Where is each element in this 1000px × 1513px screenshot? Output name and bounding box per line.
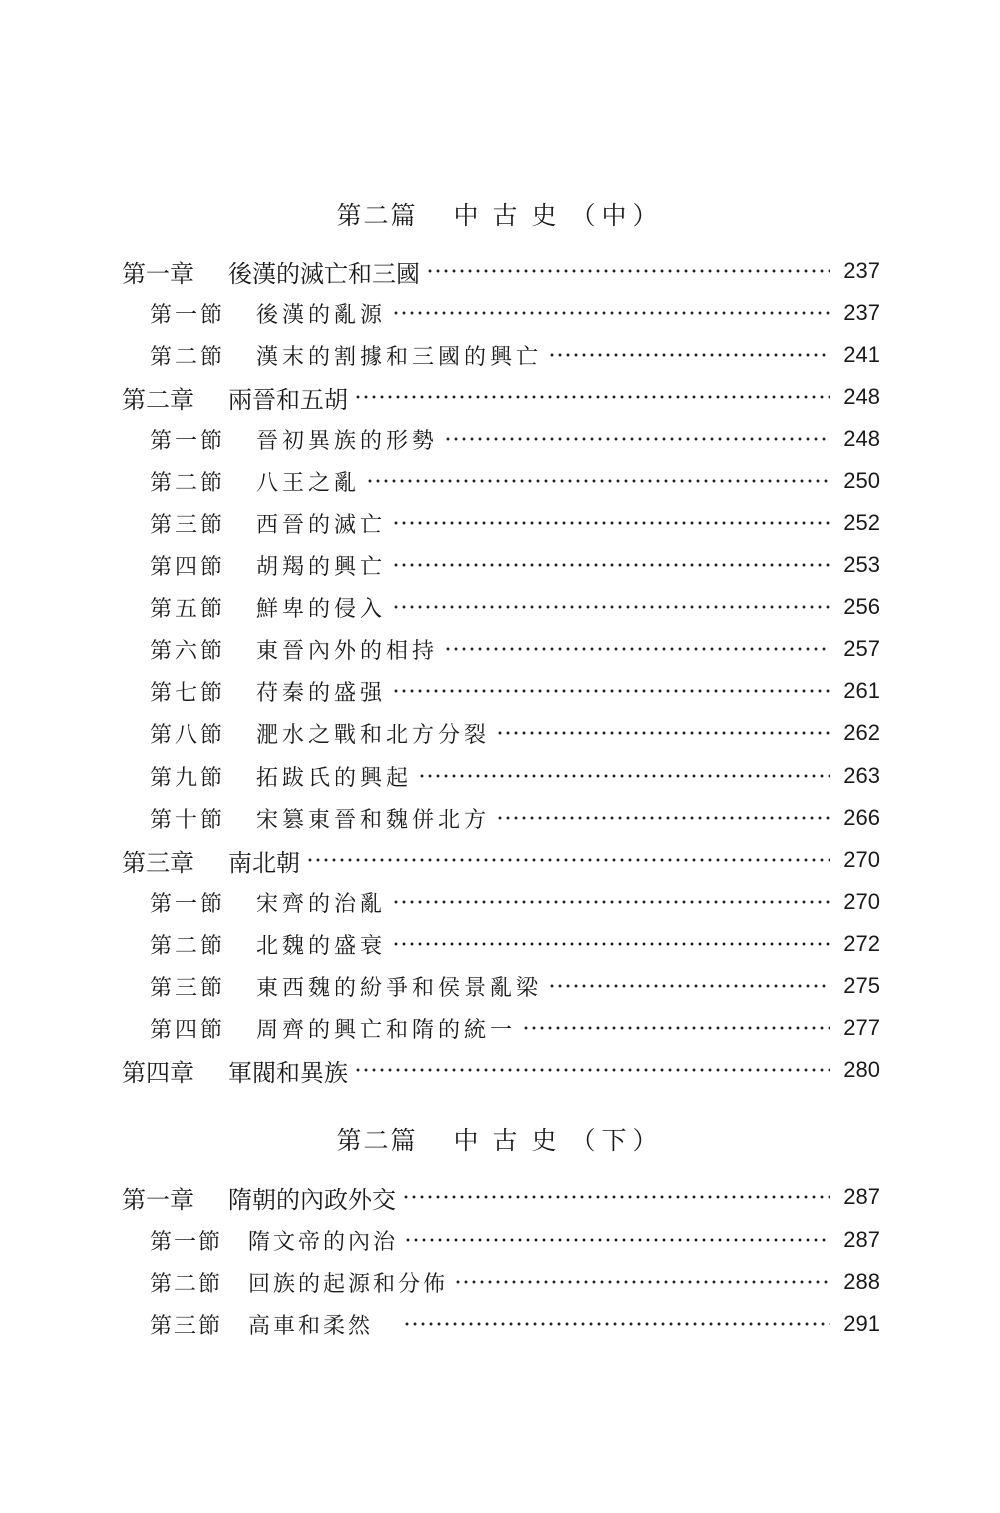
section-title: 漢末的割據和三國的興亡 bbox=[256, 344, 543, 370]
page-number: 287 bbox=[843, 1184, 880, 1209]
page-number: 280 bbox=[843, 1057, 880, 1082]
page-number: 275 bbox=[843, 973, 880, 998]
toc-chapter-entry[interactable] bbox=[122, 251, 880, 291]
section-title: 西晉的滅亡 bbox=[256, 512, 387, 538]
toc-chapter-entry[interactable] bbox=[122, 1177, 880, 1217]
page-number: 252 bbox=[843, 510, 880, 535]
page-number: 270 bbox=[843, 847, 880, 872]
toc-section-entry[interactable] bbox=[122, 882, 880, 922]
section-label: 第三節 bbox=[150, 1313, 223, 1339]
toc-section-entry[interactable] bbox=[122, 587, 880, 627]
page-number: 248 bbox=[843, 426, 880, 451]
leader-dots bbox=[496, 731, 830, 735]
page-number: 257 bbox=[843, 636, 880, 661]
section-title: 東西魏的紛爭和侯景亂梁 bbox=[256, 975, 543, 1001]
chapter-label: 第一章 bbox=[122, 1185, 194, 1214]
leader-dots bbox=[548, 353, 830, 357]
section-title: 苻秦的盛强 bbox=[256, 680, 387, 706]
section-label: 第七節 bbox=[150, 680, 226, 706]
leader-dots bbox=[392, 900, 830, 904]
section-title: 宋齊的治亂 bbox=[256, 891, 387, 917]
leader-dots bbox=[392, 689, 830, 693]
toc-section-entry[interactable] bbox=[122, 1008, 880, 1048]
section-title: 淝水之戰和北方分裂 bbox=[256, 722, 491, 748]
chapter-label: 第四章 bbox=[122, 1058, 194, 1087]
page-number: 277 bbox=[843, 1015, 880, 1040]
toc-section-entry[interactable] bbox=[122, 713, 880, 753]
section-label: 第二節 bbox=[150, 470, 226, 496]
leader-dots bbox=[548, 984, 830, 988]
toc-section-entry[interactable] bbox=[122, 798, 880, 838]
leader-dots bbox=[522, 1026, 830, 1030]
page-number: 270 bbox=[843, 889, 880, 914]
section-label: 第九節 bbox=[150, 765, 226, 791]
section-label: 第三節 bbox=[150, 512, 226, 538]
leader-dots bbox=[366, 479, 830, 483]
leader-dots bbox=[426, 269, 830, 273]
toc-section-entry[interactable] bbox=[122, 1262, 880, 1302]
page-number: 250 bbox=[843, 468, 880, 493]
toc-section-entry[interactable] bbox=[122, 293, 880, 333]
toc-section-entry[interactable] bbox=[122, 503, 880, 543]
leader-dots bbox=[444, 647, 830, 651]
section-title: 北魏的盛衰 bbox=[256, 933, 387, 959]
page-number: 253 bbox=[843, 552, 880, 577]
section-title: 胡羯的興亡 bbox=[256, 554, 387, 580]
part-title: 中古史 bbox=[453, 201, 571, 230]
part-subtitle: （下） bbox=[570, 1126, 664, 1155]
leader-dots bbox=[403, 1322, 830, 1326]
toc-section-entry[interactable] bbox=[122, 1304, 880, 1344]
section-title: 東晉內外的相持 bbox=[256, 638, 439, 664]
page-number: 288 bbox=[843, 1269, 880, 1294]
section-title: 後漢的亂源 bbox=[256, 302, 387, 328]
toc-section-entry[interactable] bbox=[122, 756, 880, 796]
part-number: 第二篇 bbox=[336, 1126, 418, 1155]
toc-section-entry[interactable] bbox=[122, 629, 880, 669]
toc-section-entry[interactable] bbox=[122, 1220, 880, 1260]
section-title: 回族的起源和分佈 bbox=[248, 1271, 449, 1297]
page-number: 263 bbox=[843, 763, 880, 788]
leader-dots bbox=[402, 1195, 830, 1199]
section-label: 第三節 bbox=[150, 975, 226, 1001]
page-number: 291 bbox=[843, 1311, 880, 1336]
chapter-label: 第二章 bbox=[122, 385, 194, 414]
leader-dots bbox=[392, 521, 830, 525]
section-label: 第二節 bbox=[150, 1271, 223, 1297]
section-title: 隋文帝的內治 bbox=[248, 1229, 399, 1255]
chapter-title: 兩晉和五胡 bbox=[228, 385, 348, 414]
toc-chapter-entry[interactable] bbox=[122, 840, 880, 880]
section-label: 第五節 bbox=[150, 596, 226, 622]
section-label: 第八節 bbox=[150, 722, 226, 748]
section-label: 第二節 bbox=[150, 344, 226, 370]
toc-section-entry[interactable] bbox=[122, 545, 880, 585]
chapter-title: 隋朝的內政外交 bbox=[228, 1185, 396, 1214]
part-heading bbox=[0, 196, 1000, 232]
section-label: 第一節 bbox=[150, 302, 226, 328]
section-label: 第四節 bbox=[150, 554, 226, 580]
leader-dots bbox=[392, 942, 830, 946]
section-label: 第六節 bbox=[150, 638, 226, 664]
section-title: 晉初異族的形勢 bbox=[256, 428, 439, 454]
toc-section-entry[interactable] bbox=[122, 966, 880, 1006]
section-label: 第四節 bbox=[150, 1017, 226, 1043]
toc-section-entry[interactable] bbox=[122, 419, 880, 459]
part-title: 中古史 bbox=[453, 1126, 571, 1155]
part-subtitle: （中） bbox=[570, 201, 664, 230]
page-number: 237 bbox=[843, 258, 880, 283]
toc-section-entry[interactable] bbox=[122, 335, 880, 375]
page-number: 262 bbox=[843, 720, 880, 745]
toc-chapter-entry[interactable] bbox=[122, 1050, 880, 1090]
toc-section-entry[interactable] bbox=[122, 924, 880, 964]
leader-dots bbox=[404, 1238, 830, 1242]
leader-dots bbox=[444, 437, 830, 441]
page-number: 272 bbox=[843, 931, 880, 956]
section-label: 第一節 bbox=[150, 428, 226, 454]
leader-dots bbox=[454, 1280, 830, 1284]
chapter-title: 軍閥和異族 bbox=[228, 1058, 348, 1087]
section-label: 第十節 bbox=[150, 807, 226, 833]
chapter-label: 第三章 bbox=[122, 848, 194, 877]
section-label: 第一節 bbox=[150, 1229, 223, 1255]
page-number: 248 bbox=[843, 384, 880, 409]
section-title: 八王之亂 bbox=[256, 470, 361, 496]
part-number: 第二篇 bbox=[336, 201, 418, 230]
section-title: 周齊的興亡和隋的統一 bbox=[256, 1017, 517, 1043]
leader-dots bbox=[392, 563, 830, 567]
section-title: 拓跋氏的興起 bbox=[256, 765, 413, 791]
chapter-title: 南北朝 bbox=[228, 848, 300, 877]
page-number: 241 bbox=[843, 342, 880, 367]
section-title: 宋篡東晉和魏併北方 bbox=[256, 807, 491, 833]
leader-dots bbox=[354, 395, 830, 399]
page-number: 256 bbox=[843, 594, 880, 619]
toc-section-entry[interactable] bbox=[122, 671, 880, 711]
leader-dots bbox=[392, 605, 830, 609]
toc-section-entry[interactable] bbox=[122, 461, 880, 501]
chapter-label: 第一章 bbox=[122, 259, 194, 288]
leader-dots bbox=[354, 1068, 830, 1072]
section-label: 第二節 bbox=[150, 933, 226, 959]
part-heading bbox=[0, 1121, 1000, 1157]
page-number: 237 bbox=[843, 300, 880, 325]
page-number: 287 bbox=[843, 1227, 880, 1252]
section-title: 高車和柔然 bbox=[248, 1313, 374, 1339]
section-title: 鮮卑的侵入 bbox=[256, 596, 387, 622]
leader-dots bbox=[306, 858, 830, 862]
leader-dots bbox=[418, 774, 830, 778]
page-number: 261 bbox=[843, 678, 880, 703]
leader-dots bbox=[392, 311, 830, 315]
chapter-title: 後漢的滅亡和三國 bbox=[228, 259, 420, 288]
page-number: 266 bbox=[843, 805, 880, 830]
section-label: 第一節 bbox=[150, 891, 226, 917]
leader-dots bbox=[496, 816, 830, 820]
toc-chapter-entry[interactable] bbox=[122, 377, 880, 417]
